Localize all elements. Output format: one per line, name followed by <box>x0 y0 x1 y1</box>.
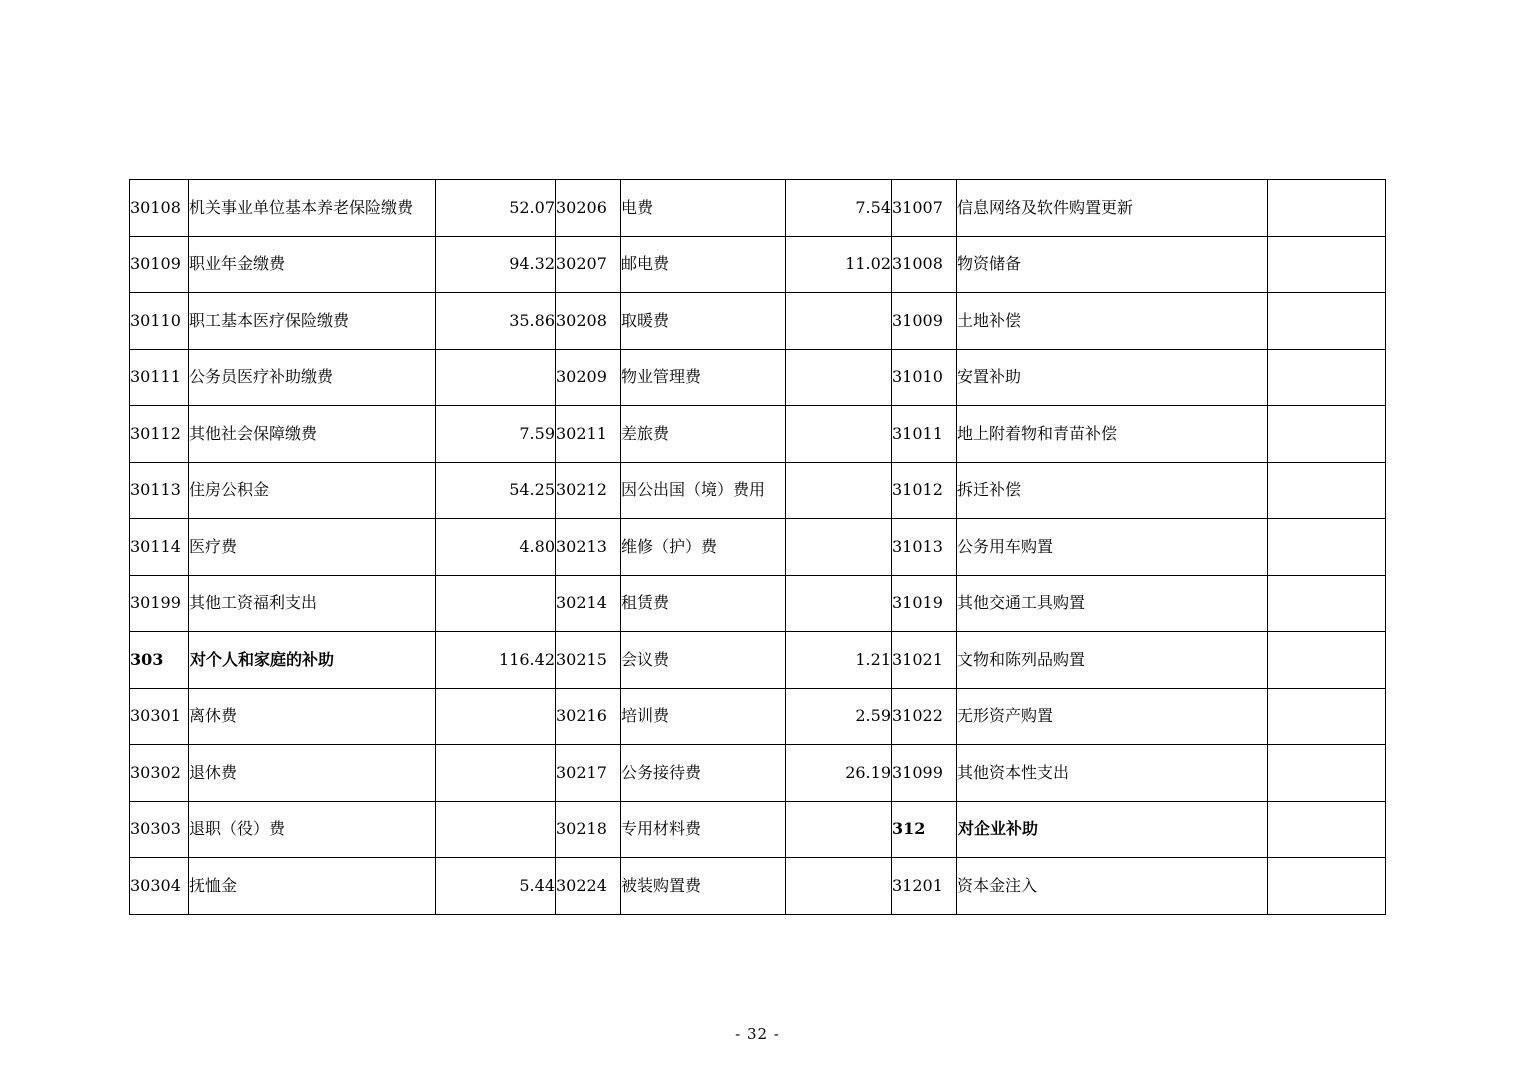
row-name: 对个人和家庭的补助 <box>189 632 436 689</box>
row-code: 30112 <box>130 406 189 463</box>
row-name: 其他工资福利支出 <box>189 575 436 632</box>
row-name: 机关事业单位基本养老保险缴费 <box>189 180 436 237</box>
row-amount: 5.44 <box>436 858 556 915</box>
row-name: 医疗费 <box>189 519 436 576</box>
table-row <box>130 519 1386 576</box>
row-code: 30301 <box>130 688 189 745</box>
row-name: 安置补助 <box>957 349 1268 406</box>
row-name: 公务接待费 <box>621 745 786 802</box>
row-amount <box>786 293 892 350</box>
row-code: 31201 <box>892 858 957 915</box>
row-name: 维修（护）费 <box>621 519 786 576</box>
row-name: 物资储备 <box>957 236 1268 293</box>
row-amount: 2.59 <box>786 688 892 745</box>
row-code: 303 <box>130 632 189 689</box>
row-code: 30211 <box>556 406 621 463</box>
row-code: 30218 <box>556 801 621 858</box>
row-name: 租赁费 <box>621 575 786 632</box>
row-code: 30215 <box>556 632 621 689</box>
row-code: 30108 <box>130 180 189 237</box>
row-amount <box>1268 745 1386 802</box>
table-row <box>130 688 1386 745</box>
row-code: 31010 <box>892 349 957 406</box>
row-code: 30111 <box>130 349 189 406</box>
budget-table <box>129 179 1386 915</box>
row-name: 对企业补助 <box>957 801 1268 858</box>
row-amount <box>1268 349 1386 406</box>
row-amount <box>1268 462 1386 519</box>
row-name: 离休费 <box>189 688 436 745</box>
row-name: 拆迁补偿 <box>957 462 1268 519</box>
row-amount <box>1268 632 1386 689</box>
row-amount: 54.25 <box>436 462 556 519</box>
row-name: 专用材料费 <box>621 801 786 858</box>
row-name: 会议费 <box>621 632 786 689</box>
row-amount <box>786 801 892 858</box>
row-code: 30224 <box>556 858 621 915</box>
table-row <box>130 293 1386 350</box>
row-amount <box>786 349 892 406</box>
row-code: 31011 <box>892 406 957 463</box>
row-code: 30302 <box>130 745 189 802</box>
row-name: 物业管理费 <box>621 349 786 406</box>
row-amount <box>436 575 556 632</box>
row-code: 30110 <box>130 293 189 350</box>
row-amount <box>436 801 556 858</box>
row-code: 31012 <box>892 462 957 519</box>
row-code: 30303 <box>130 801 189 858</box>
row-amount <box>786 858 892 915</box>
row-name: 电费 <box>621 180 786 237</box>
row-amount <box>786 575 892 632</box>
row-name: 职业年金缴费 <box>189 236 436 293</box>
row-amount <box>1268 406 1386 463</box>
row-name: 信息网络及软件购置更新 <box>957 180 1268 237</box>
row-code: 30217 <box>556 745 621 802</box>
table-row <box>130 801 1386 858</box>
row-name: 地上附着物和青苗补偿 <box>957 406 1268 463</box>
row-name: 抚恤金 <box>189 858 436 915</box>
table-row <box>130 462 1386 519</box>
row-name: 资本金注入 <box>957 858 1268 915</box>
row-code: 30113 <box>130 462 189 519</box>
row-code: 31013 <box>892 519 957 576</box>
row-code: 31099 <box>892 745 957 802</box>
table-row <box>130 745 1386 802</box>
row-code: 30109 <box>130 236 189 293</box>
row-code: 30114 <box>130 519 189 576</box>
row-name: 邮电费 <box>621 236 786 293</box>
row-code: 30207 <box>556 236 621 293</box>
row-amount <box>1268 858 1386 915</box>
row-amount <box>436 688 556 745</box>
row-name: 差旅费 <box>621 406 786 463</box>
row-amount <box>1268 293 1386 350</box>
table-row <box>130 575 1386 632</box>
row-name: 土地补偿 <box>957 293 1268 350</box>
row-code: 30199 <box>130 575 189 632</box>
row-name: 培训费 <box>621 688 786 745</box>
row-amount: 94.32 <box>436 236 556 293</box>
row-name: 其他社会保障缴费 <box>189 406 436 463</box>
row-code: 30212 <box>556 462 621 519</box>
row-code: 31009 <box>892 293 957 350</box>
row-name: 取暖费 <box>621 293 786 350</box>
row-amount <box>1268 801 1386 858</box>
table-row <box>130 180 1386 237</box>
row-name: 被装购置费 <box>621 858 786 915</box>
row-code: 31008 <box>892 236 957 293</box>
row-code: 31007 <box>892 180 957 237</box>
row-amount: 4.80 <box>436 519 556 576</box>
row-amount: 11.02 <box>786 236 892 293</box>
row-name: 公务员医疗补助缴费 <box>189 349 436 406</box>
row-code: 312 <box>892 801 957 858</box>
row-code: 30208 <box>556 293 621 350</box>
table-row <box>130 236 1386 293</box>
row-name: 文物和陈列品购置 <box>957 632 1268 689</box>
row-amount <box>1268 575 1386 632</box>
row-amount: 26.19 <box>786 745 892 802</box>
row-code: 31022 <box>892 688 957 745</box>
row-amount <box>436 349 556 406</box>
row-name: 因公出国（境）费用 <box>621 462 786 519</box>
row-code: 30213 <box>556 519 621 576</box>
row-code: 30206 <box>556 180 621 237</box>
table-row <box>130 858 1386 915</box>
row-code: 30209 <box>556 349 621 406</box>
row-amount: 7.54 <box>786 180 892 237</box>
page-number: - 32 - <box>735 1025 780 1043</box>
row-name: 住房公积金 <box>189 462 436 519</box>
row-amount: 116.42 <box>436 632 556 689</box>
table-row <box>130 632 1386 689</box>
row-amount: 35.86 <box>436 293 556 350</box>
row-amount <box>1268 688 1386 745</box>
row-amount <box>1268 180 1386 237</box>
row-amount <box>786 406 892 463</box>
row-amount <box>1268 519 1386 576</box>
row-amount: 1.21 <box>786 632 892 689</box>
row-amount <box>786 462 892 519</box>
row-code: 31019 <box>892 575 957 632</box>
row-code: 31021 <box>892 632 957 689</box>
row-name: 职工基本医疗保险缴费 <box>189 293 436 350</box>
row-name: 其他交通工具购置 <box>957 575 1268 632</box>
row-amount <box>1268 236 1386 293</box>
row-name: 退职（役）费 <box>189 801 436 858</box>
row-amount <box>436 745 556 802</box>
row-code: 30214 <box>556 575 621 632</box>
row-amount: 7.59 <box>436 406 556 463</box>
row-amount: 52.07 <box>436 180 556 237</box>
row-amount <box>786 519 892 576</box>
table-row <box>130 349 1386 406</box>
row-code: 30304 <box>130 858 189 915</box>
row-name: 无形资产购置 <box>957 688 1268 745</box>
table-row <box>130 406 1386 463</box>
row-name: 退休费 <box>189 745 436 802</box>
row-name: 其他资本性支出 <box>957 745 1268 802</box>
row-code: 30216 <box>556 688 621 745</box>
row-name: 公务用车购置 <box>957 519 1268 576</box>
